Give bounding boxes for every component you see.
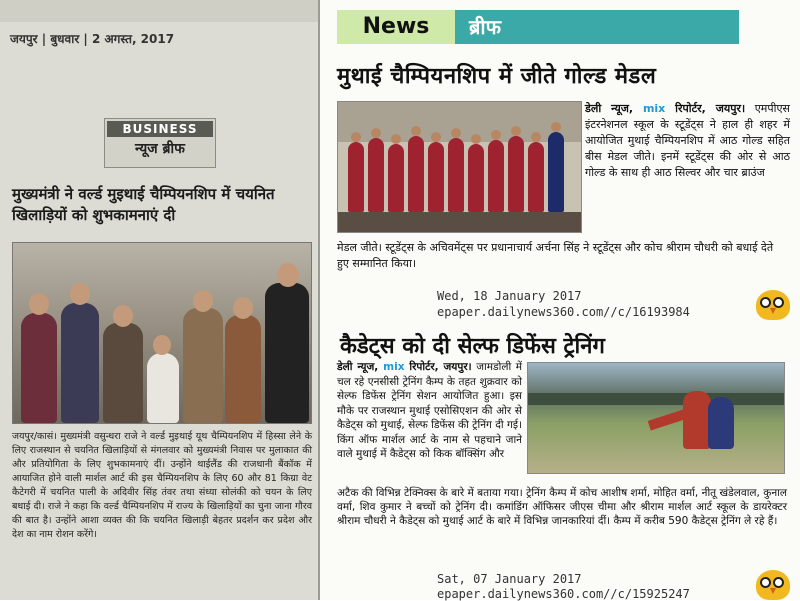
clip1-date-stamp: Wed, 18 January 2017: [437, 289, 582, 303]
clip1-body-continued: मेडल जीते। स्टूडेंट्स के अचिवमेंट्स पर प्रधानाचार्य अर्चना सिंह ने स्टूडेंट्स और कोच श्रीराम चौधरी को बधाई देते हुए सम्मानित किया।: [337, 241, 774, 270]
person: [183, 308, 223, 423]
student: [448, 138, 464, 212]
person: [61, 303, 99, 423]
cadets-training-photo: [527, 362, 785, 474]
person: [21, 313, 57, 423]
student: [428, 142, 444, 212]
trainee: [683, 391, 711, 449]
owl-mascot-icon: [756, 570, 790, 600]
clip1-url-stamp[interactable]: epaper.dailynews360.com//c/16193984: [437, 305, 690, 319]
clip2-date-stamp: Sat, 07 January 2017: [437, 572, 582, 586]
person-head: [153, 335, 171, 355]
left-headline: मुख्यमंत्री ने वर्ल्ड मुइथाई चैम्पियनशिप में चयनित खिलाड़ियों को शुभकामनाएं दी: [12, 185, 275, 224]
clip2-side-text: [337, 360, 522, 462]
student: [388, 144, 404, 212]
student: [368, 138, 384, 212]
trainer: [708, 397, 734, 449]
person: [103, 323, 143, 423]
left-article-body: जयपुर/कासं। मुख्यमंत्री वसुन्धरा राजे ने वर्ल्ड मुइथाई यूथ चैम्पियनशिप में हिस्सा लेने के लिए राजस्थान से चयनित खिलाड़ियों से मंगलवार को मुख्यमंत्री निवास पर मुलाकात की और प्रतियोगिता के लिए शुभकामनाएं दीं। उन्होंने थाईलैंड की राजधानी बैंकॉक में आयाजित होने वाली मार्शल आर्ट की इस चैम्पियनशिप के लिए 60 और 81 किग्रा वेट कैटेगरी में चयनित पाली के अदिवीर सिंह तंवर तथा संध्या सोलंकी को चयन के लिए बधाई दी। राजे ने कहा कि वर्ल्ड चैम्पियनशिप में राज्य के खिलाड़ियों का चुना जाना गौरव की बात है। उन्होंने आशा व्यक्त की कि चयनित खिलाड़ी बेहतर प्रदर्शन कर प्रदेश और देश का नाम रोशन करेंगे।: [12, 431, 312, 540]
person-head: [233, 297, 253, 319]
banner-brief-label: ब्रीफ: [455, 10, 739, 44]
student: [488, 140, 504, 212]
clip2-body-continued: अटैक की विभिन्न टेक्निक्स के बारे में बताया गया। ट्रेनिंग कैम्प में कोच आशीष शर्मा, मोहित वर्मा, नीतू खंडेलवाल, कुनाल वर्मा, शिव कुमार ने बच्चों को ट्रेनिंग दी। कमांडिंग ऑफिसर जीएस चीमा और श्रीराम मार्शल आर्ट स्कूल के डायरेक्टर श्रीराम चौधरी ने कैडेट्स को मुथाई आर्ट के बारे में विभिन्न जानकारियां दीं। कैम्प में करीब 590 कैडेट्स ट्रेनिंग ले रहे हैं।: [337, 487, 787, 527]
byline: डेली न्यूज, mix रिपोर्टर, जयपुर।: [337, 361, 472, 373]
student: [408, 136, 424, 212]
student: [508, 136, 524, 212]
student: [348, 142, 364, 212]
students-medal-photo: [337, 101, 582, 233]
owl-mascot-icon: [756, 290, 790, 320]
section-name: न्यूज ब्रीफ: [135, 141, 185, 157]
person-head: [70, 283, 90, 305]
person: [225, 315, 261, 423]
clip2-url-stamp[interactable]: epaper.dailynews360.com//c/15925247: [437, 587, 690, 601]
person-head: [29, 293, 49, 315]
person: [147, 353, 179, 423]
group-photo-cm: [12, 242, 312, 424]
dateline: जयपुर | बुधवार | 2 अगस्त, 2017: [10, 32, 175, 46]
masthead-band: [0, 0, 318, 22]
mix-logo: mix: [642, 102, 666, 115]
news-brief-banner: [337, 10, 739, 44]
person-head: [277, 263, 299, 287]
left-newspaper-clipping: [0, 0, 318, 600]
coach: [548, 132, 564, 212]
mix-logo: mix: [383, 361, 405, 373]
person: [265, 283, 309, 423]
business-section-tag: [104, 118, 216, 168]
self-defence-headline: कैडेट्स को दी सेल्फ डिफेंस ट्रेनिंग: [340, 334, 605, 359]
student: [468, 144, 484, 212]
section-tag-label: BUSINESS: [107, 121, 213, 137]
clip1-side-text: [585, 101, 790, 181]
muaythai-headline: मुथाई चैम्पियनशिप में जीते गोल्ड मेडल: [337, 64, 657, 89]
clip1-body-side: एमपीएस इंटरनेशनल स्कूल के स्टूडेंट्स ने हाल ही शहर में आयोजित मुथाई चैम्पियनशिप में आठ गोल्ड सहित बीस मेडल जीते। इनमें स्टूडेंट्स की ओर से आठ गोल्ड के साथ ही आठ सिल्वर और चार ब्राउंज: [585, 102, 790, 179]
byline: डेली न्यूज, mix रिपोर्टर, जयपुर।: [585, 102, 746, 115]
person-head: [193, 290, 213, 312]
person-head: [113, 305, 133, 327]
banner-news-label: News: [337, 10, 455, 44]
student: [528, 142, 544, 212]
clip2-body-side: जामडोली में चल रहे एनसीसी ट्रेनिंग कैम्प के तहत शुक्रवार को सेल्फ डिफेंस ट्रेनिंग सेशन आयोजित हुआ। इस मौके पर राजस्थान मुथाई एसोसिएशन की ओर से कैडेट्स को मुथाई, सेल्फ डिफेंस की ट्रेनिंग दी गई। किंग ऑफ मार्शल आर्ट के नाम से पहचाने जाने वाले मुथाई में कैडेट्स को किक बॉक्सिंग और: [337, 361, 523, 460]
